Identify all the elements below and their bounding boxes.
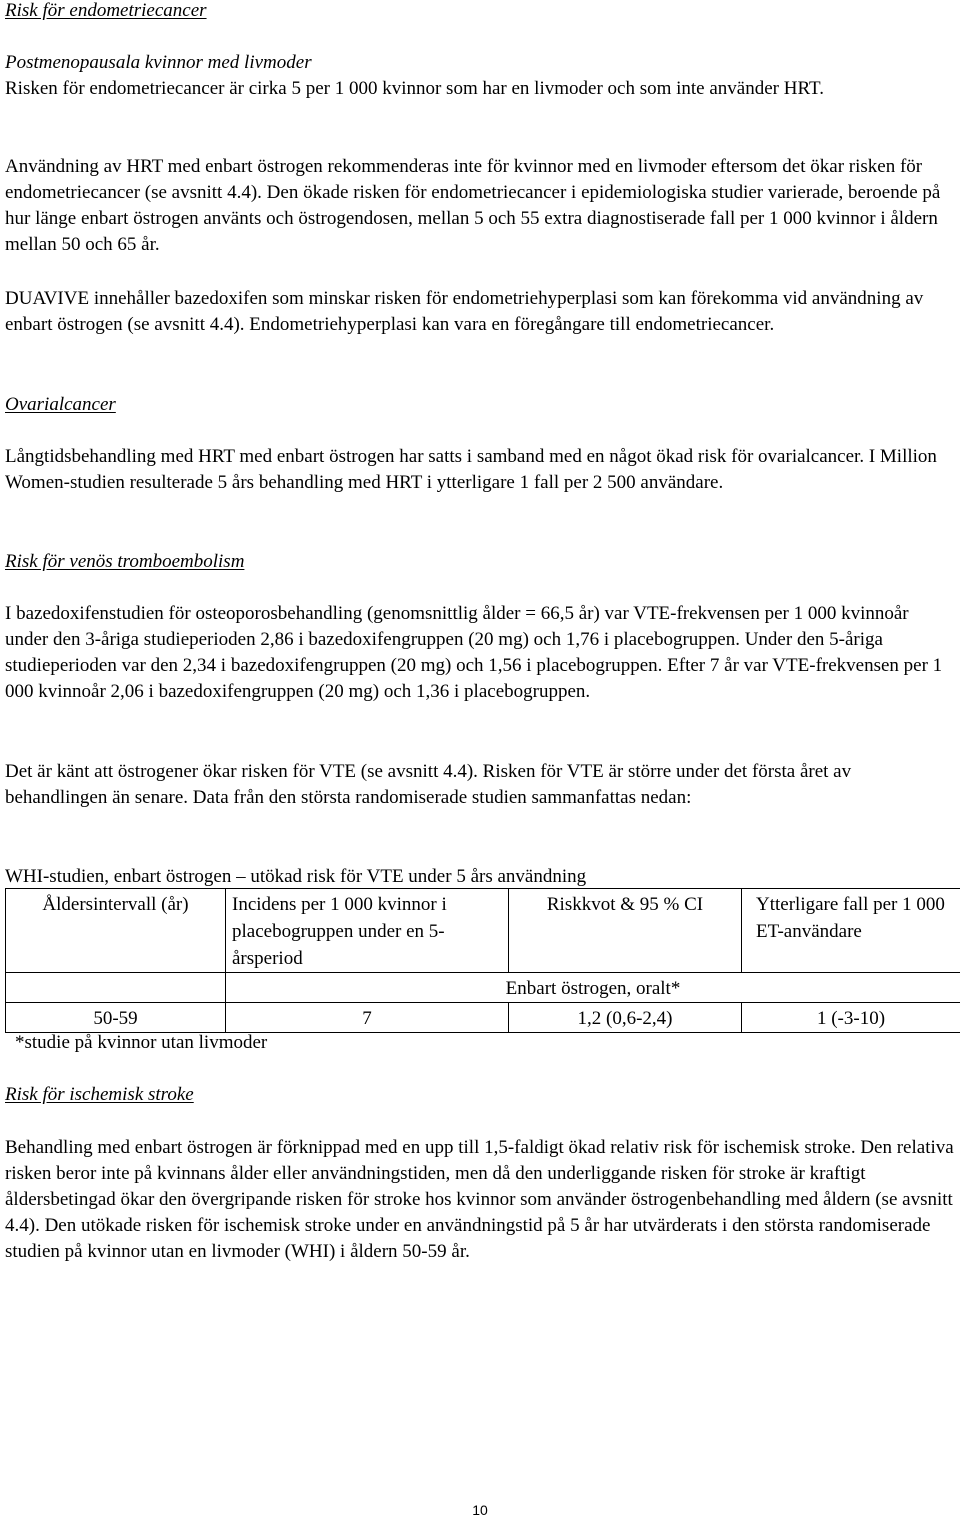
table-footnote: *studie på kvinnor utan livmoder (15, 1032, 268, 1053)
table-header-row (6, 889, 960, 973)
paragraph-estrogen-vte: Det är känt att östrogener ökar risken för VTE (se avsnitt 4.4). Risken för VTE är större under det första året av behandlingen än senare. Data från den största randomiserade studien sammanfattas nedan: (5, 761, 852, 808)
group-label: Enbart östrogen, oralt* (226, 973, 960, 1003)
paragraph-stroke: Behandling med enbart östrogen är förknippad med en upp till 1,5-faldigt ökad relativ risk för ischemisk stroke. Den relativa risken beror inte på kvinnans ålder eller användningstiden, men då den underliggande risken för stroke är kraftigt åldersbetingad ökar den övergripande risken för stroke hos kvinnor som använder östrogenbehandling med åldern (se avsnitt 4.4). Den utökade risken för ischemisk stroke under en användningstid på 5 år har utvärderats i den största randomiserade studien på kvinnor utan en livmoder (WHI) i åldern 50-59 år. (5, 1137, 954, 1262)
heading-vte: Risk för venös tromboembolism (5, 551, 245, 572)
table-group-row (6, 973, 960, 1003)
vte-risk-table (5, 888, 960, 1033)
cell-risk-ratio: 1,2 (0,6-2,4) (509, 1003, 742, 1033)
paragraph-hrt-estrogen: Användning av HRT med enbart östrogen rekommenderas inte för kvinnor med en livmoder eftersom det ökar risken för endometriecancer (se avsnitt 4.4). Den ökade risken för endometriecancer i epidemiologiska studier varierade, beroende på hur länge enbart östrogen använts och östrogendosen, mellan 5 och 55 extra diagnostiserade fall per 1 000 kvinnor i åldern mellan 50 och 65 år. (5, 156, 941, 255)
header-risk-ratio: Riskkvot & 95 % CI (509, 889, 742, 973)
heading-stroke: Risk för ischemisk stroke (5, 1084, 194, 1105)
table-title: WHI-studien, enbart östrogen – utökad risk för VTE under 5 års användning (5, 866, 587, 887)
paragraph-ovarial: Långtidsbehandling med HRT med enbart östrogen har satts i samband med en något ökad risk för ovarialcancer. I Million Women-studien resulterade 5 års behandling med HRT i ytterligare 1 fall per 2 500 användare. (5, 446, 937, 493)
heading-endometrial: Risk för endometriecancer (5, 0, 207, 21)
table-row (6, 1003, 960, 1033)
header-incidence: Incidens per 1 000 kvinnor i placebogruppen under en 5-årsperiod (226, 889, 509, 973)
paragraph-bazedoxifen-study: I bazedoxifenstudien för osteoporosbehandling (genomsnittlig ålder = 66,5 år) var VTE-frekvensen per 1 000 kvinnoår under den 3-åriga studieperioden 2,86 i bazedoxifengruppen (20 mg) och 1,76 i placebogruppen. Under den 5-åriga studieperioden var den 2,34 i bazedoxifengruppen (20 mg) och 1,56 i placebogruppen. Efter 7 år var VTE-frekvensen per 1 000 kvinnoår 2,06 i bazedoxifengruppen (20 mg) och 1,36 i placebogruppen. (5, 603, 943, 702)
paragraph-duavive: DUAVIVE innehåller bazedoxifen som minskar risken för endometriehyperplasi som kan förekomma vid användning av enbart östrogen (se avsnitt 4.4). Endometriehyperplasi kan vara en föregångare till endometriecancer. (5, 288, 924, 335)
cell-additional-cases: 1 (-3-10) (742, 1003, 960, 1033)
header-age-interval: Åldersintervall (år) (6, 889, 226, 973)
cell-age: 50-59 (6, 1003, 226, 1033)
heading-ovarial: Ovarialcancer (5, 394, 116, 415)
header-additional-cases: Ytterligare fall per 1 000 ET-användare (742, 889, 960, 973)
page-number: 10 (472, 1502, 488, 1518)
cell-incidence: 7 (226, 1003, 509, 1033)
subheading-postmenopausal: Postmenopausala kvinnor med livmoder (5, 52, 312, 73)
paragraph-endometrial-risk: Risken för endometriecancer är cirka 5 per 1 000 kvinnor som har en livmoder och som inte använder HRT. (5, 78, 824, 99)
